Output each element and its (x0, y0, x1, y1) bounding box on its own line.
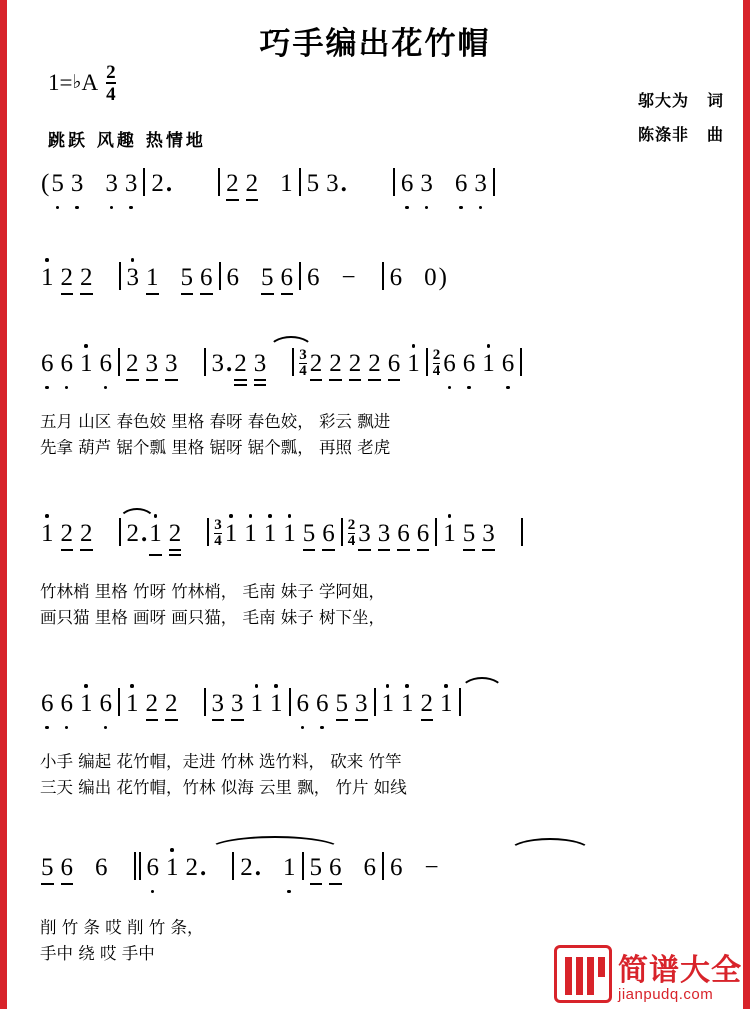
lyricist-name: 邬大为 (637, 91, 689, 110)
lyric-line: 五月 山区 春色姣 里格 春呀 春色姣， 彩云 飘进 (40, 412, 391, 431)
score-row-intro-2 (40, 262, 720, 308)
lyric-line: 削 竹 条 哎 削 竹 条， (40, 918, 204, 937)
watermark (554, 945, 742, 1003)
page-title: 巧手编出花竹帽 (259, 26, 491, 62)
key-equals-label: 1= (48, 69, 73, 95)
watermark-url: jianpudq.com (618, 985, 714, 1003)
credit-lyricist (638, 88, 724, 111)
lyric-line: 小手 编起 花竹帽，走进 竹林 选竹料， 砍来 竹竿 (40, 752, 402, 771)
lyric-line: 先拿 葫芦 锯个瓢 里格 锯呀 锯个瓢， 再照 老虎 (40, 438, 391, 457)
composer-role: 曲 (706, 125, 724, 144)
credit-composer (638, 122, 724, 145)
score-row-intro-1 (40, 168, 720, 214)
piano-keys-logo-icon (554, 945, 612, 1003)
score-row-verse-1 (40, 348, 720, 460)
flat-symbol: ♭ (72, 72, 82, 93)
score-row-verse-3 (40, 688, 720, 800)
notation-line: 6 6 1 6 1 2 2 3 3 1 1 6 6 5 3 1 1 2 1 (40, 688, 720, 734)
notation-line: 6 6 1 6 2 3 3 3.2 3 $\frac{3}{4}$ 2 2 2 2 6 1 $\frac{2}{4}$ 6 6 1 6 (40, 348, 720, 394)
time-signature (106, 63, 116, 104)
score-row-verse-2 (40, 518, 720, 630)
key-signature (48, 62, 116, 103)
slur-mark (460, 677, 504, 691)
slur-mark (268, 336, 314, 350)
notation-line: 5 6 6 6 1 2. 2. 1 5 6 6 6 − (40, 852, 720, 898)
notation-line: 1 2 2 3 1 5 6 6 5 6 6 − 6 0) (41, 264, 447, 291)
lyricist-role: 词 (706, 91, 724, 110)
slur-mark (208, 836, 342, 850)
composer-name: 陈涤非 (637, 125, 689, 144)
watermark-brand: 简谱大全 (618, 952, 742, 988)
page-edge-bar-right (743, 0, 750, 1009)
time-signature-numerator: 2 (106, 62, 116, 83)
expression-marking: 跳跃 风趣 热情地 (48, 131, 206, 151)
lyric-line: 竹林梢 里格 竹呀 竹林梢， 毛南 妹子 学阿姐， (40, 582, 385, 601)
lyric-line: 三天 编出 花竹帽，竹林 似海 云里 飘， 竹片 如线 (40, 778, 407, 797)
key-letter: A (81, 69, 99, 95)
lyric-line: 画只猫 里格 画呀 画只猫， 毛南 妹子 树下坐， (40, 608, 385, 627)
slur-mark (508, 838, 592, 852)
notation-line: 1 2 2 2.1 2 $\frac{3}{4}$ 1 1 1 1 5 6 $\frac{2}{4}$ 3 3 6 6 1 5 3 (40, 518, 720, 564)
page-edge-bar-left (0, 0, 7, 1009)
watermark-text (618, 954, 742, 1004)
notation-line: (5 3 3 3 2. 2 2 1 5 3. 6 3 6 3 (40, 168, 720, 214)
lyric-line: 手中 绕 哎 手中 (40, 944, 155, 963)
time-signature-denominator: 4 (106, 84, 116, 105)
